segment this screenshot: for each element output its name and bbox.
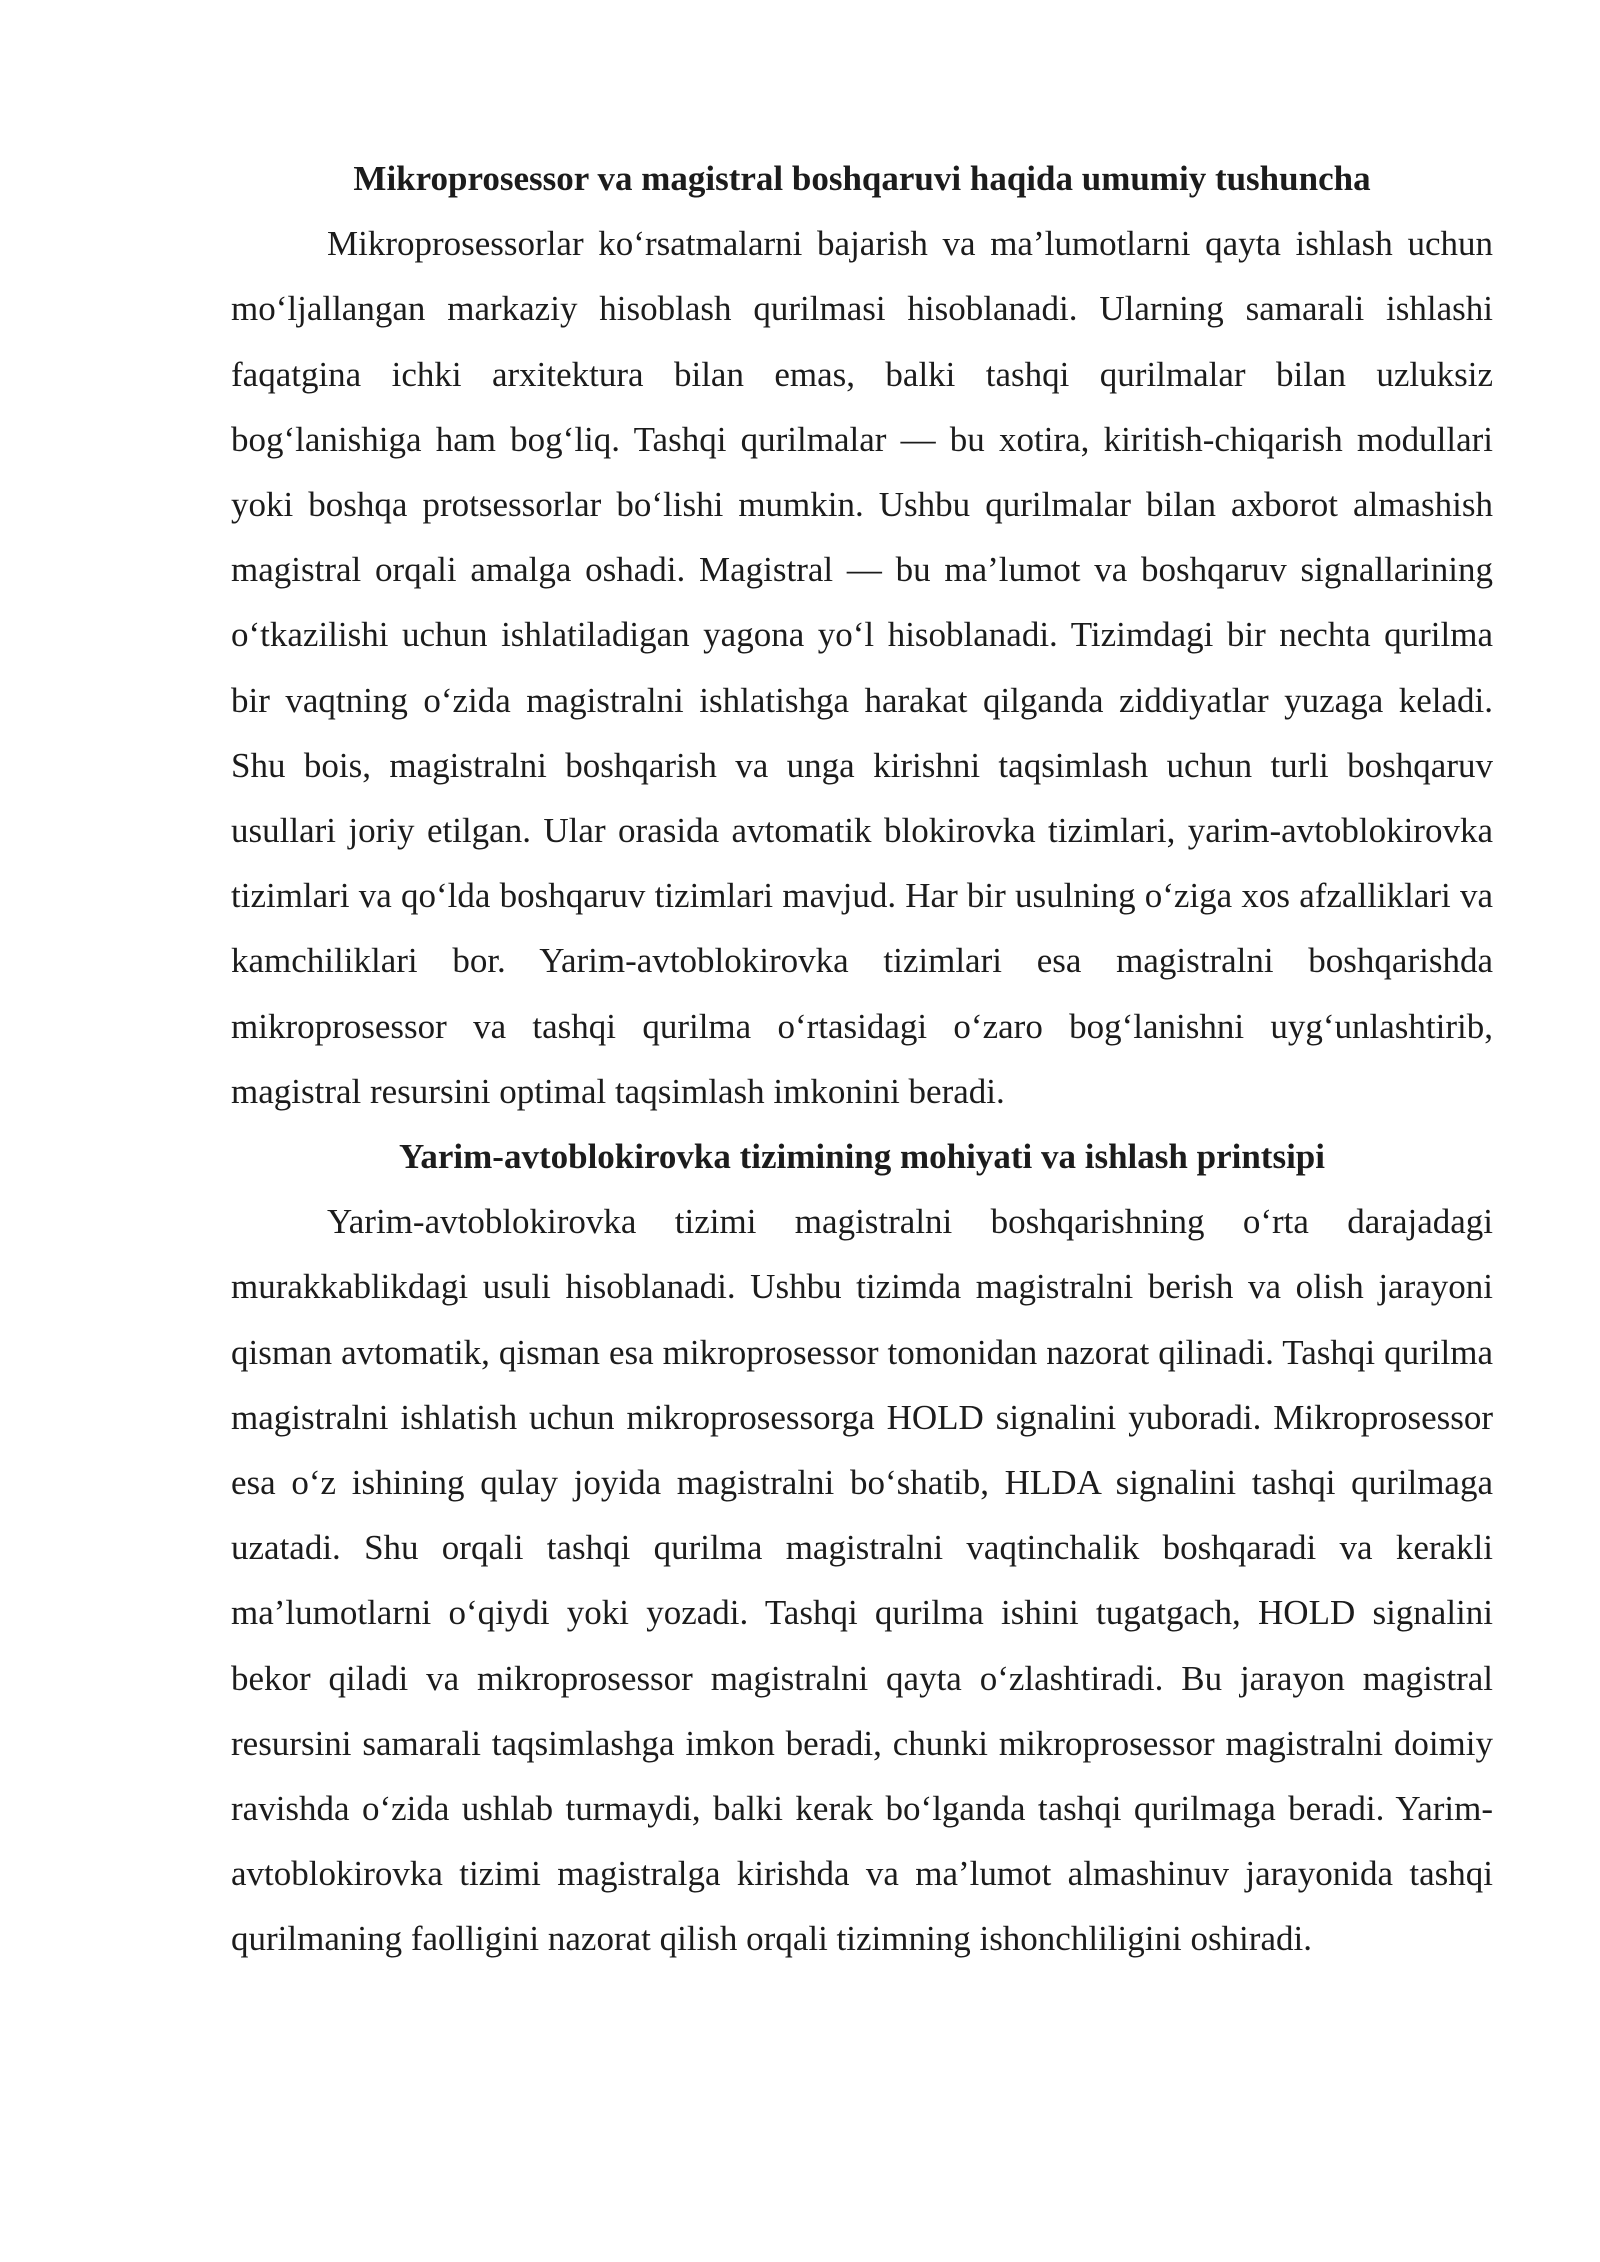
page-content: [231, 146, 1493, 1972]
section-heading-2: Yarim-avtoblokirovka tizimining mohiyati va ishlash printsipi: [398, 1137, 1325, 1177]
section-paragraph-2: Yarim-avtoblokirovka tizimi magistralni boshqarishning o‘rta darajadagi murakkablikdagi usuli hisoblanadi. Ushbu tizimda magistralni berish va olish jarayoni qisman avtomatik, qisman esa mikroprosessor tomonidan nazorat qilinadi. Tashqi qurilma magistralni ishlatish uchun mikroprosessorga HOLD signalini yuboradi. Mikroprosessor esa o‘z ishining qulay joyida magistralni bo‘shatib, HLDA signalini tashqi qurilmaga uzatadi. Shu orqali tashqi qurilma magistralni vaqtinchalik boshqaradi va kerakli ma’lumotlarni o‘qiydi yoki yozadi. Tashqi qurilma ishini tugatgach, HOLD signalini bekor qiladi va mikroprosessor magistralni qayta o‘zlashtiradi. Bu jarayon magistral resursini samarali taqsimlashga imkon beradi, chunki mikroprosessor magistralni doimiy ravishda o‘zida ushlab turmaydi, balki kerak bo‘lganda tashqi qurilmaga beradi. Yarim-avtoblokirovka tizimi magistralga kirishda va ma’lumot almashinuv jarayonida tashqi qurilmaning faolligini nazorat qilish orqali tizimning ishonchliligini oshiradi.: [231, 1202, 1493, 1959]
section-paragraph-1: Mikroprosessorlar ko‘rsatmalarni bajarish va ma’lumotlarni qayta ishlash uchun mo‘ljallangan markaziy hisoblash qurilmasi hisoblanadi. Ularning samarali ishlashi faqatgina ichki arxitektura bilan emas, balki tashqi qurilmalar bilan uzluksiz bog‘lanishiga ham bog‘liq. Tashqi qurilmalar — bu xotira, kiritish-chiqarish modullari yoki boshqa protsessorlar bo‘lishi mumkin. Ushbu qurilmalar bilan axborot almashish magistral orqali amalga oshadi. Magistral — bu ma’lumot va boshqaruv signallarining o‘tkazilishi uchun ishlatiladigan yagona yo‘l hisoblanadi. Tizimdagi bir nechta qurilma bir vaqtning o‘zida magistralni ishlatishga harakat qilganda ziddiyatlar yuzaga keladi. Shu bois, magistralni boshqarish va unga kirishni taqsimlash uchun turli boshqaruv usullari joriy etilgan. Ular orasida avtomatik blokirovka tizimlari, yarim-avtoblokirovka tizimlari va qo‘lda boshqaruv tizimlari mavjud. Har bir usulning o‘ziga xos afzalliklari va kamchiliklari bor. Yarim-avtoblokirovka tizimlari esa magistralni boshqarishda mikroprosessor va tashqi qurilma o‘rtasidagi o‘zaro bog‘lanishni uyg‘unlashtirib, magistral resursini optimal taqsimlash imkonini beradi.: [231, 224, 1493, 1111]
section-heading-1: Mikroprosessor va magistral boshqaruvi haqida umumiy tushuncha: [353, 159, 1371, 198]
